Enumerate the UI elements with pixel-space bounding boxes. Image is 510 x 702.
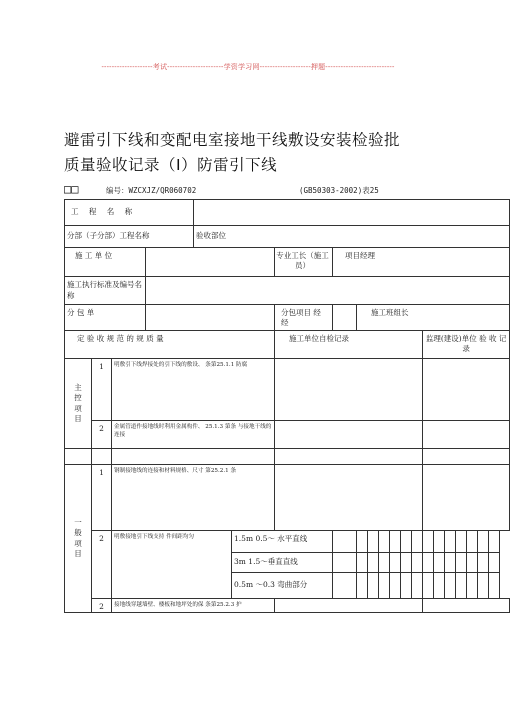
general-item-3-supervision bbox=[423, 599, 510, 613]
exam-banner: --------------------考试----------------------学资学习网--------------------押题--------------------------- bbox=[101, 63, 395, 71]
general-item-2-spec-3: 0.5m ～0.3 弯曲部分 bbox=[232, 573, 333, 599]
general-item-3-self-check bbox=[275, 599, 423, 613]
label-acceptance-spec: 定 验 收 规 范 的 规 质 量 bbox=[65, 331, 275, 359]
label-team-leader: 施工班组长 bbox=[357, 305, 510, 331]
general-item-3-no: 2 bbox=[92, 599, 112, 613]
checkbox-icons: □□ bbox=[64, 182, 79, 196]
label-exec-standard: 施工执行标准及编号名称 bbox=[65, 277, 146, 305]
general-item-2-no: 2 bbox=[92, 531, 112, 599]
value-construction-unit bbox=[146, 248, 275, 277]
group-general: 一 般 项 目 bbox=[65, 465, 92, 613]
label-sub-project: 分部（子分部）工程名称 bbox=[65, 226, 194, 248]
acceptance-form-table bbox=[64, 199, 510, 613]
row-project-name bbox=[65, 200, 510, 226]
label-construction-unit: 施 工 单 位 bbox=[65, 248, 146, 277]
general-item-2-spec-2: 3m 1.5～垂直直线 bbox=[232, 553, 333, 573]
main-item-2-self-check bbox=[275, 421, 423, 449]
row-spec-header bbox=[65, 331, 510, 359]
general-item-2-row-a bbox=[65, 531, 510, 553]
main-item-2-supervision bbox=[423, 421, 510, 449]
label-foreman: 专业工长（施工员） bbox=[275, 248, 333, 277]
document-title: 避雷引下线和变配电室接地干线敷设安装检验批 bbox=[64, 131, 401, 149]
main-item-1-self-check bbox=[275, 359, 423, 421]
general-item-2-text: 明敷接地引下线支持 件间距均匀 bbox=[112, 531, 232, 599]
main-item-2 bbox=[65, 421, 510, 449]
code-line bbox=[64, 183, 436, 197]
main-item-2-text: 金属管道作接地线时利用金属构件、 25.1.3 第条 与接地干线的连接 bbox=[112, 421, 275, 449]
label-subcontract-unit: 分 包 单 bbox=[65, 305, 146, 331]
main-item-1-text: 明敷引下线焊接处的引下线的敷设、 条第25.1.1 防腐 bbox=[112, 359, 275, 421]
document-subtitle: 质量验收记录（Ⅰ）防雷引下线 bbox=[64, 156, 278, 174]
main-item-1 bbox=[65, 359, 510, 421]
value-subcontract-unit bbox=[146, 305, 275, 331]
standard-reference: (GB50303-2002)表25 bbox=[299, 186, 379, 195]
row-sub-project bbox=[65, 226, 510, 248]
main-item-1-supervision bbox=[423, 359, 510, 421]
value-subcontract-pm bbox=[333, 305, 357, 331]
general-item-1-supervision bbox=[423, 465, 510, 531]
label-subcontract-pm: 分包项目 经 经 bbox=[275, 305, 333, 331]
general-item-1-text: 钢制接地线的连接和材料规格、尺寸 第25.2.1 条 bbox=[112, 465, 275, 531]
label-acceptance-part: 验收部位 bbox=[194, 226, 510, 248]
row-construction-unit bbox=[65, 248, 510, 277]
general-item-1-self-check bbox=[275, 465, 423, 531]
general-item-1-no: 1 bbox=[92, 465, 112, 531]
general-item-3-text: 接地线穿越墙壁、楼板和地坪处的保 条第25.2.3 护 bbox=[112, 599, 275, 613]
label-self-check: 施工单位自检记录 bbox=[275, 331, 423, 359]
group-main-control: 主 控 项 目 bbox=[65, 359, 92, 449]
main-item-2-no: 2 bbox=[92, 421, 112, 449]
form-code: 编号：WZCXJZ/QR060702 bbox=[106, 186, 197, 195]
general-item-1 bbox=[65, 465, 510, 531]
label-project-manager: 项目经理 bbox=[333, 248, 510, 277]
row-subcontract bbox=[65, 305, 510, 331]
spacer-row bbox=[65, 449, 510, 465]
main-item-1-no: 1 bbox=[92, 359, 112, 421]
value-exec-standard bbox=[146, 277, 510, 305]
general-item-3 bbox=[65, 599, 510, 613]
value-project-name bbox=[194, 200, 510, 226]
label-project-name: 工 程 名 称 bbox=[65, 200, 194, 226]
label-supervision: 监理(建设)单位 验 收 记 录 bbox=[423, 331, 510, 359]
row-exec-standard bbox=[65, 277, 510, 305]
general-item-2-spec-1: 1.5m 0.5～ 水平直线 bbox=[232, 531, 333, 553]
